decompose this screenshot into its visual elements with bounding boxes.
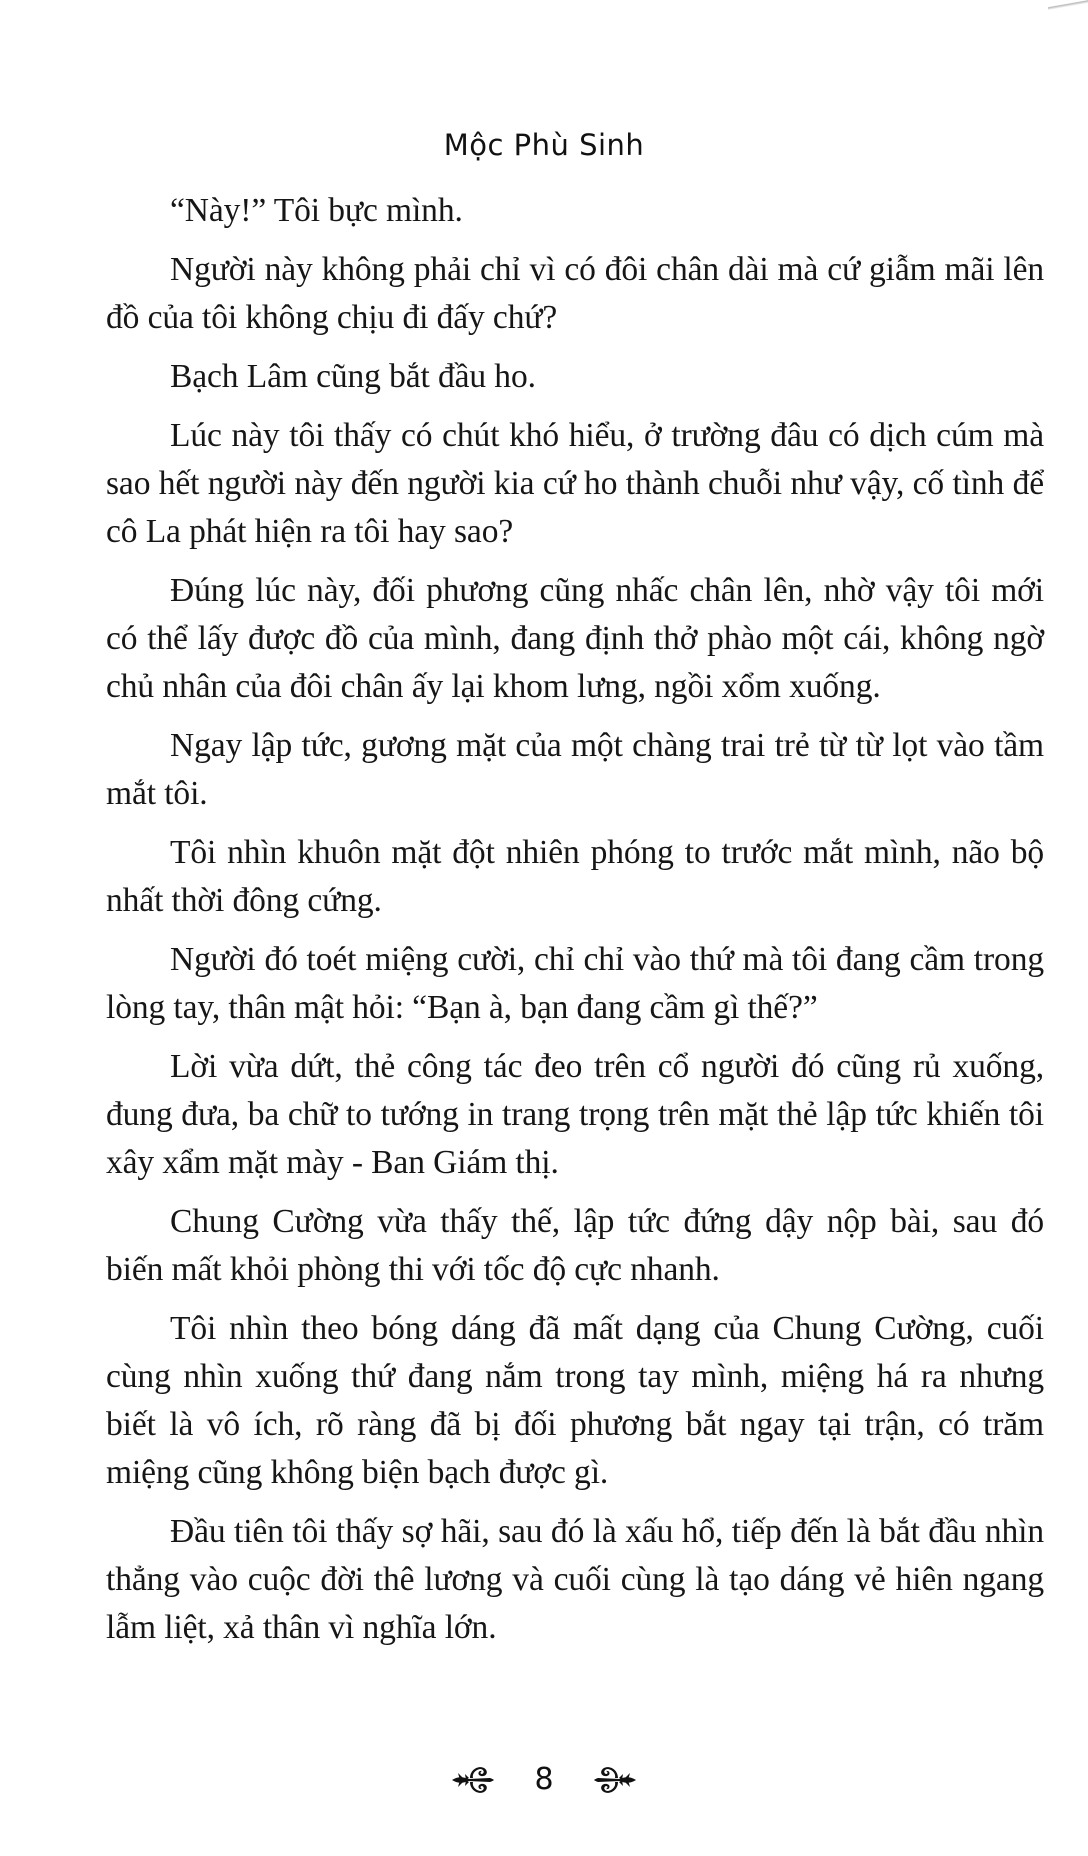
running-header-title: Mộc Phù Sinh	[443, 128, 645, 162]
paragraph: Tôi nhìn theo bóng dáng đã mất dạng của Chung Cường, cuối cùng nhìn xuống thứ đang nắm trong tay mình, miệng há ra nhưng biết là vô ích, rõ ràng đã bị đối phương bắt ngay tại trận, có trăm miệng cũng không biện bạch được gì.	[106, 1310, 1044, 1491]
page-body	[106, 187, 1044, 1663]
fleuron-ornament-icon	[592, 1762, 638, 1798]
scan-corner-artifact	[1048, 0, 1088, 10]
paragraph: Đầu tiên tôi thấy sợ hãi, sau đó là xấu hổ, tiếp đến là bắt đầu nhìn thẳng vào cuộc đời thê lương và cuối cùng là tạo dáng vẻ hiên ngang lẫm liệt, xả thân vì nghĩa lớn.	[106, 1513, 1044, 1646]
page-number: 8	[534, 1762, 554, 1797]
paragraph: Người đó toét miệng cười, chỉ chỉ vào thứ mà tôi đang cầm trong lòng tay, thân mật hỏi: “Bạn à, bạn đang cầm gì thế?”	[106, 941, 1044, 1026]
fleuron-ornament-icon	[450, 1762, 496, 1798]
paragraph: Chung Cường vừa thấy thế, lập tức đứng dậy nộp bài, sau đó biến mất khỏi phòng thi với tốc độ cực nhanh.	[106, 1203, 1044, 1288]
paragraph: Tôi nhìn khuôn mặt đột nhiên phóng to trước mắt mình, não bộ nhất thời đông cứng.	[106, 834, 1044, 919]
paragraph: Ngay lập tức, gương mặt của một chàng trai trẻ từ từ lọt vào tầm mắt tôi.	[106, 727, 1044, 812]
paragraph: Người này không phải chỉ vì có đôi chân dài mà cứ giẫm mãi lên đồ của tôi không chịu đi đấy chứ?	[106, 251, 1044, 336]
paragraph: “Này!” Tôi bực mình.	[170, 192, 463, 229]
page-footer	[0, 1762, 1088, 1798]
paragraph: Lời vừa dứt, thẻ công tác đeo trên cổ người đó cũng rủ xuống, đung đưa, ba chữ to tướng in trang trọng trên mặt thẻ lập tức khiến tôi xây xẩm mặt mày - Ban Giám thị.	[106, 1048, 1044, 1181]
paragraph: Bạch Lâm cũng bắt đầu ho.	[170, 358, 536, 395]
paragraph: Đúng lúc này, đối phương cũng nhấc chân lên, nhờ vậy tôi mới có thể lấy được đồ của mình, đang định thở phào một cái, không ngờ chủ nhân của đôi chân ấy lại khom lưng, ngồi xổm xuống.	[106, 572, 1044, 705]
paragraph: Lúc này tôi thấy có chút khó hiểu, ở trường đâu có dịch cúm mà sao hết người này đến người kia cứ ho thành chuỗi như vậy, cố tình để cô La phát hiện ra tôi hay sao?	[106, 417, 1044, 550]
